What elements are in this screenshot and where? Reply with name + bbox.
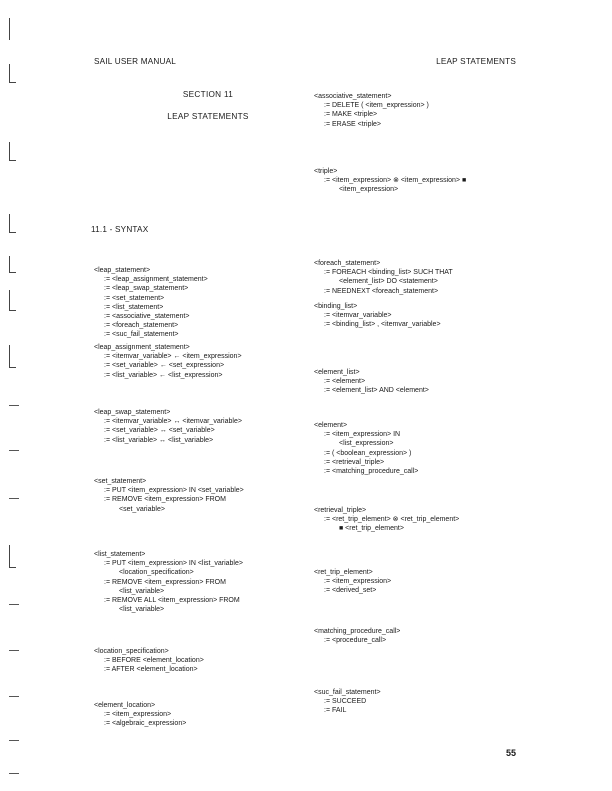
grammar-production: <list_expression>: [339, 440, 394, 448]
grammar-nonterminal: <list_statement>: [94, 551, 146, 558]
grammar-production: := <element>: [324, 378, 366, 386]
grammar-production: := PUT <item_expression> IN <list_variable>: [104, 560, 243, 568]
grammar-block: [314, 302, 441, 330]
page-number: 55: [505, 748, 516, 758]
grammar-production: <element_list> DO <statement>: [339, 278, 438, 286]
grammar-block: [314, 688, 381, 716]
grammar-production: := <algebraic_expression>: [104, 720, 187, 728]
grammar-nonterminal: <element>: [314, 422, 348, 429]
margin-bracket-mark: [9, 64, 16, 83]
grammar-production: := <list_variable> ↔ <list_variable>: [104, 436, 214, 444]
grammar-production: := AFTER <element_location>: [104, 666, 198, 674]
grammar-production: := <associative_statement>: [104, 313, 190, 321]
grammar-nonterminal: <associative_statement>: [314, 93, 392, 100]
grammar-block: [94, 647, 204, 675]
grammar-block: [314, 92, 429, 129]
grammar-production: := <set_variable> ← <set_expression>: [104, 362, 225, 370]
grammar-nonterminal: <location_specification>: [94, 648, 169, 655]
grammar-production: := <itemvar_variable>: [324, 312, 392, 320]
running-header-left: SAIL USER MANUAL: [94, 57, 177, 66]
margin-dash-mark: [9, 650, 19, 651]
grammar-block: [314, 506, 459, 534]
grammar-nonterminal: <set_statement>: [94, 478, 147, 485]
grammar-production: := <set_variable> ↔ <set_variable>: [104, 427, 215, 435]
margin-bracket-mark: [9, 290, 16, 311]
grammar-production: := <item_expression>: [104, 711, 172, 719]
grammar-block: [94, 266, 208, 340]
grammar-block: [94, 343, 242, 380]
grammar-production: := REMOVE <item_expression> FROM: [104, 578, 226, 586]
grammar-production: := REMOVE ALL <item_expression> FROM: [104, 597, 240, 605]
grammar-nonterminal: <element_location>: [94, 702, 156, 709]
margin-dash-mark: [9, 405, 19, 406]
grammar-production: := <item_expression> ⊗ <item_expression> ■: [324, 177, 467, 185]
margin-bracket-mark: [9, 18, 13, 40]
grammar-production: := ( <boolean_expression> ): [324, 449, 412, 457]
grammar-production: := <list_statement>: [104, 303, 164, 311]
grammar-production: := <derived_set>: [324, 587, 377, 595]
grammar-production: := <list_variable> ← <list_expression>: [104, 371, 223, 379]
margin-dash-mark: [9, 450, 19, 451]
grammar-block: [314, 368, 429, 396]
grammar-nonterminal: <leap_statement>: [94, 267, 151, 274]
margin-bracket-mark: [9, 345, 16, 368]
grammar-production: := <matching_procedure_call>: [324, 468, 419, 476]
grammar-production: := MAKE <triple>: [324, 111, 378, 119]
grammar-nonterminal: <leap_swap_statement>: [94, 409, 171, 416]
grammar-nonterminal: <element_list>: [314, 369, 360, 376]
grammar-production: := NEEDNEXT <foreach_statement>: [324, 287, 439, 295]
grammar-production: := <procedure_call>: [324, 637, 387, 645]
grammar-production: <list_variable>: [119, 606, 165, 614]
grammar-production: := <leap_assignment_statement>: [104, 276, 208, 284]
grammar-nonterminal: <triple>: [314, 168, 338, 175]
grammar-nonterminal: <leap_assignment_statement>: [94, 344, 190, 351]
grammar-production: := <retrieval_triple>: [324, 458, 385, 466]
grammar-block: [94, 408, 242, 445]
margin-dash-mark: [9, 740, 19, 741]
grammar-production: := <ret_trip_element> ⊗ <ret_trip_element>: [324, 516, 460, 524]
grammar-nonterminal: <suc_fail_statement>: [314, 689, 381, 696]
grammar-production: <list_variable>: [119, 587, 165, 595]
grammar-nonterminal: <ret_trip_element>: [314, 569, 373, 576]
margin-dash-mark: [9, 604, 19, 605]
grammar-production: := <element_list> AND <element>: [324, 387, 429, 395]
grammar-block: [314, 259, 453, 296]
grammar-production: ■ <ret_trip_element>: [339, 525, 404, 533]
grammar-production: <item_expression>: [339, 186, 399, 194]
grammar-block: [314, 421, 418, 476]
grammar-production: := PUT <item_expression> IN <set_variable>: [104, 487, 244, 495]
grammar-nonterminal: <foreach_statement>: [314, 260, 381, 267]
grammar-production: := FOREACH <binding_list> SUCH THAT: [324, 269, 453, 277]
grammar-block: [94, 701, 186, 729]
grammar-production: := <itemvar_variable> ← <item_expression>: [104, 353, 242, 361]
subsection-heading: 11.1 - SYNTAX: [91, 225, 149, 234]
section-number: SECTION 11: [182, 90, 234, 99]
margin-bracket-mark: [9, 545, 16, 568]
margin-dash-mark: [9, 498, 19, 499]
grammar-production: := ERASE <triple>: [324, 120, 382, 128]
grammar-production: := <item_expression>: [324, 578, 392, 586]
margin-dash-mark: [9, 696, 19, 697]
grammar-production: := BEFORE <element_location>: [104, 657, 204, 665]
section-title: LEAP STATEMENTS: [167, 112, 249, 121]
grammar-block: [314, 568, 391, 596]
margin-bracket-mark: [9, 256, 16, 273]
grammar-block: [94, 550, 243, 614]
grammar-production: <set_variable>: [119, 505, 165, 513]
margin-dash-mark: [9, 773, 19, 774]
grammar-production: := <item_expression> IN: [324, 431, 401, 439]
running-header-right: LEAP STATEMENTS: [436, 57, 516, 66]
grammar-production: := <set_statement>: [104, 294, 165, 302]
grammar-nonterminal: <matching_procedure_call>: [314, 628, 401, 635]
grammar-production: := <foreach_statement>: [104, 322, 179, 330]
grammar-production: := <itemvar_variable> ↔ <itemvar_variable>: [104, 418, 242, 426]
grammar-production: := FAIL: [324, 707, 347, 715]
margin-bracket-mark: [9, 142, 16, 161]
grammar-production: <location_specification>: [119, 569, 194, 577]
grammar-block: [314, 627, 400, 645]
grammar-block: [94, 477, 244, 514]
grammar-block: [314, 167, 466, 195]
grammar-production: := REMOVE <item_expression> FROM: [104, 496, 226, 504]
grammar-production: := DELETE ( <item_expression> ): [324, 102, 429, 110]
grammar-production: := <binding_list> , <itemvar_variable>: [324, 321, 441, 329]
grammar-production: := SUCCEED: [324, 698, 367, 706]
grammar-nonterminal: <binding_list>: [314, 303, 358, 310]
grammar-nonterminal: <retrieval_triple>: [314, 507, 367, 514]
margin-bracket-mark: [9, 214, 16, 233]
grammar-production: := <leap_swap_statement>: [104, 285, 189, 293]
grammar-production: := <suc_fail_statement>: [104, 331, 179, 339]
